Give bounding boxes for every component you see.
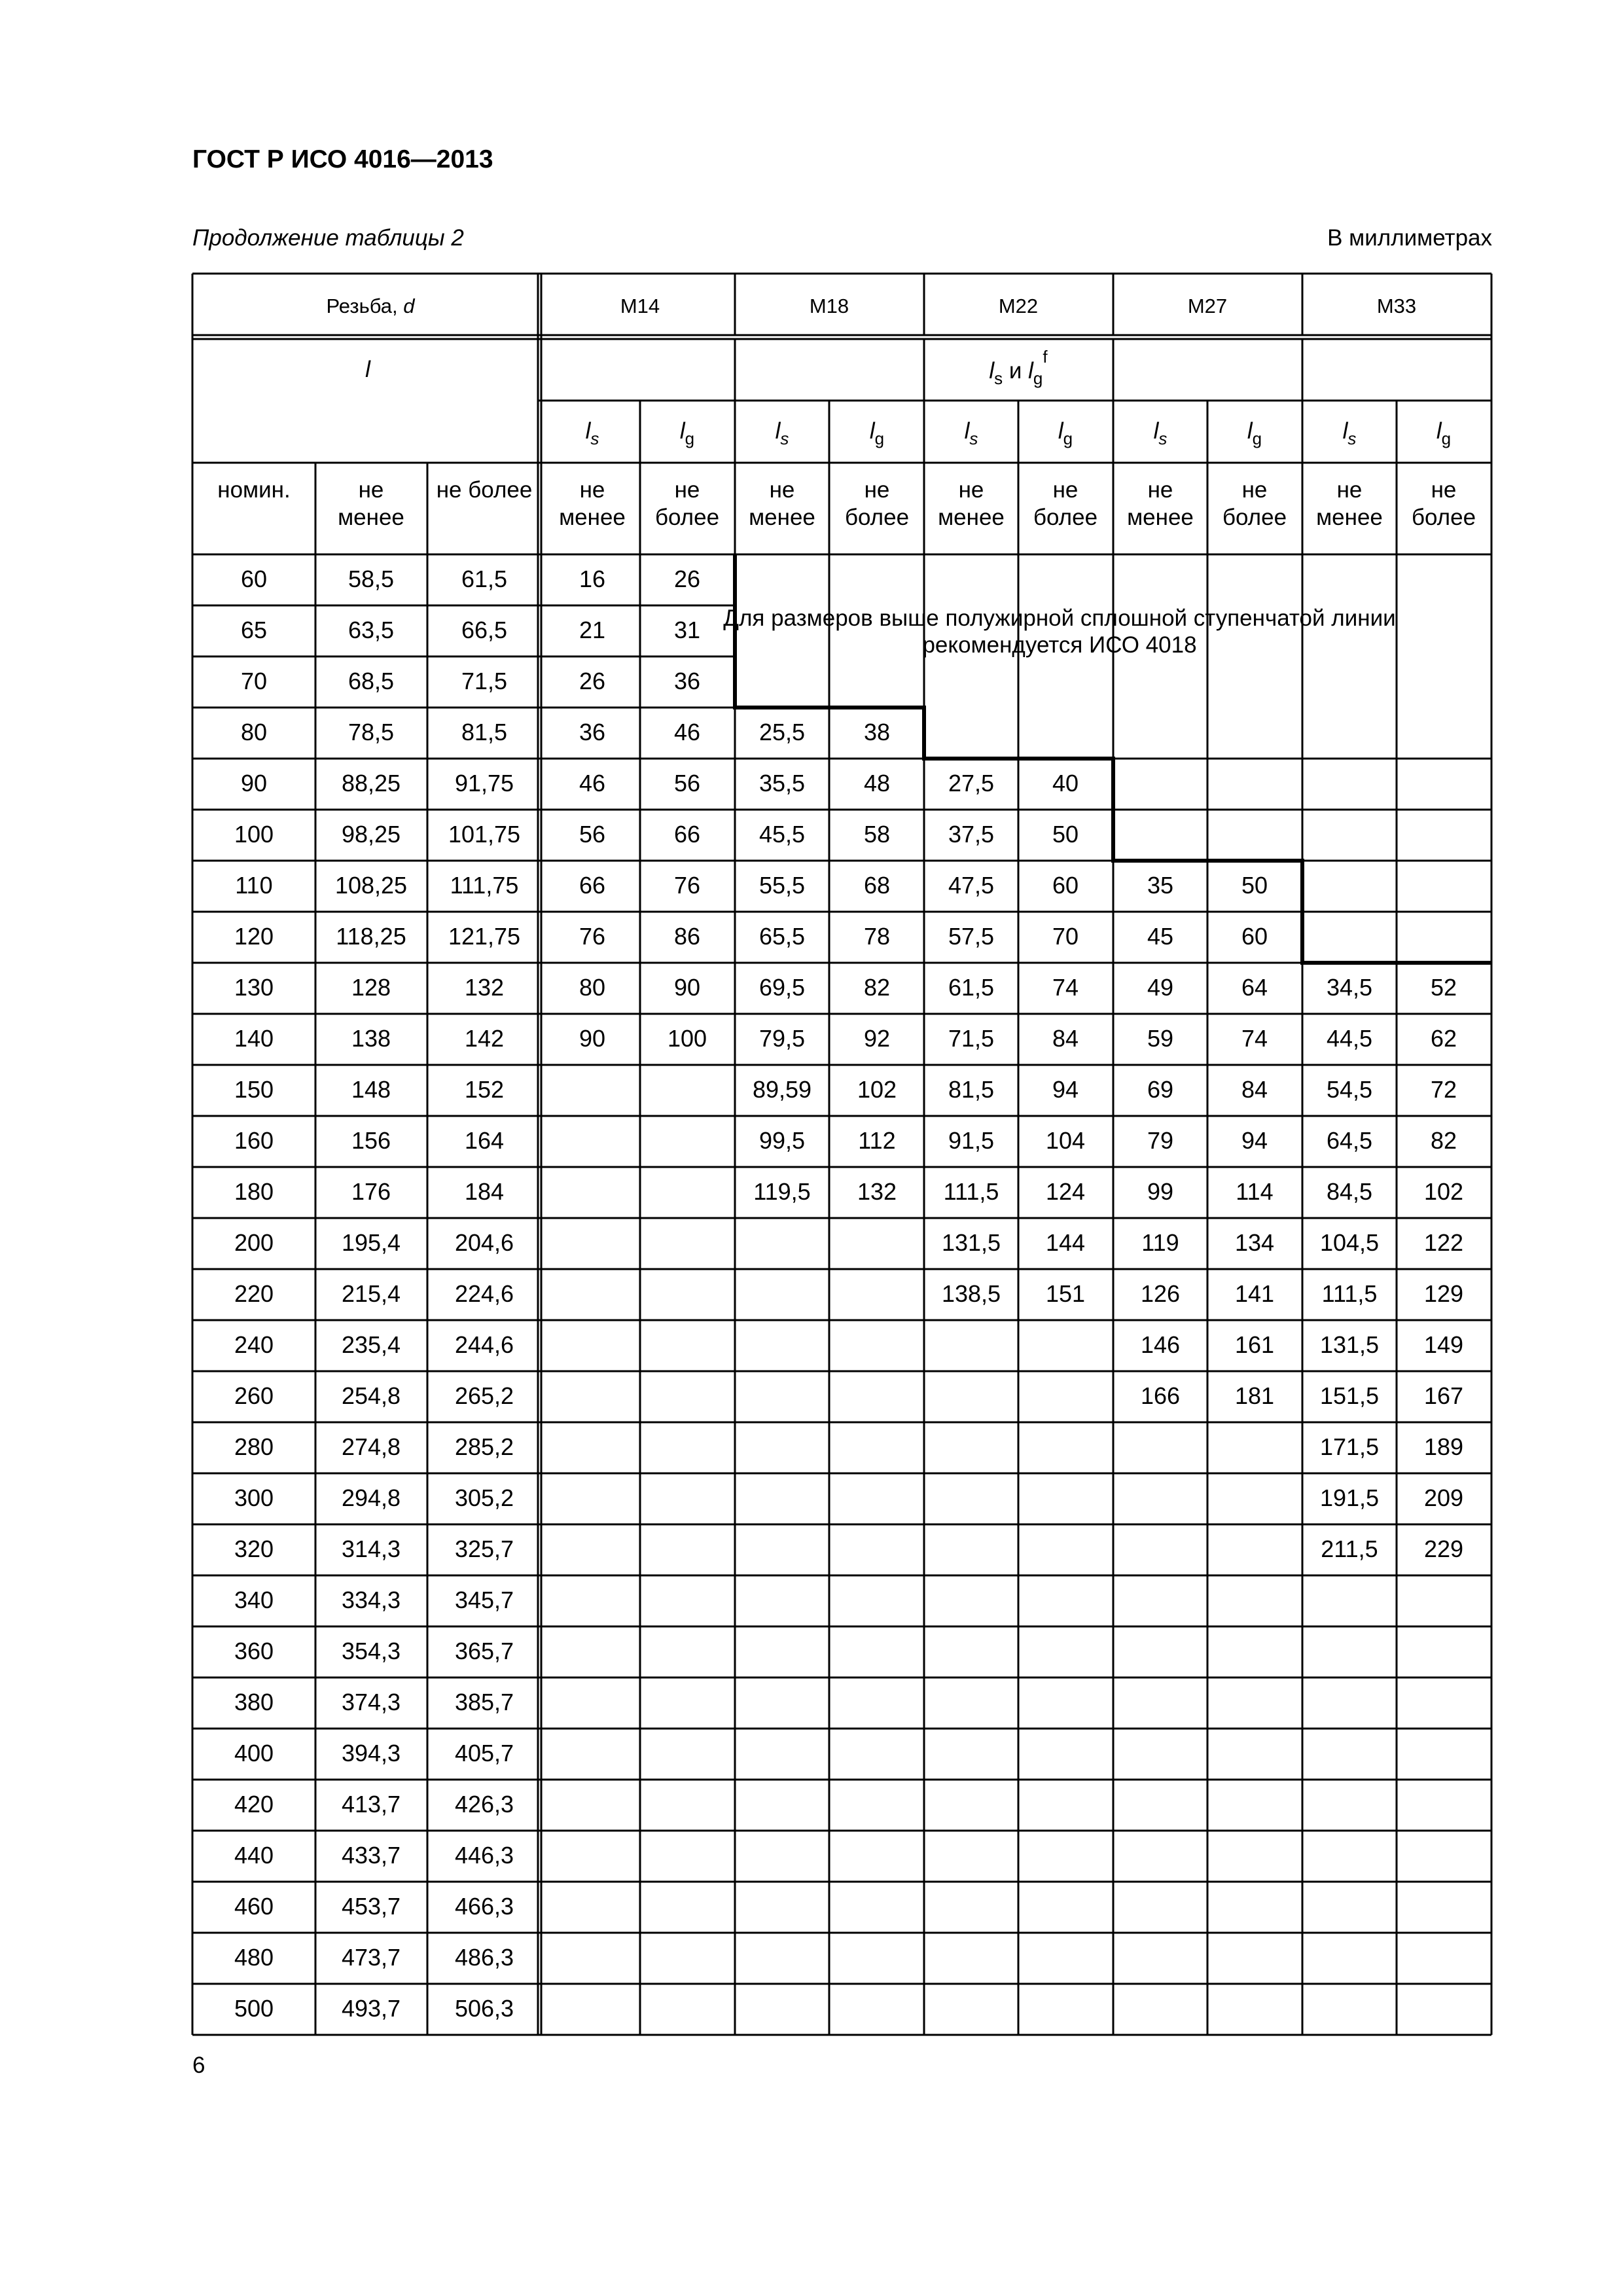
thread-header: Резьба, d [326,295,415,317]
lg-subheader: $l_g$ [1247,418,1262,448]
thread-m18: M18 [809,295,849,317]
table-cell: 27,5 [948,770,995,797]
table-cell: 114 [1236,1178,1274,1205]
table-cell: 70 [1052,923,1079,950]
table-cell: 26 [579,668,606,694]
table-cell: 84,5 [1326,1178,1373,1205]
table-cell: 102 [1423,1178,1464,1205]
table-cell: 334,3 [341,1587,401,1613]
table-cell: 130 [234,974,274,1001]
table-cell: 88,25 [341,770,401,797]
table-cell: 244,6 [454,1331,514,1358]
max-label: не более [436,477,533,503]
min-label-line1: не [579,477,605,503]
table-cell: 138,5 [941,1280,1001,1307]
table-cell: 235,4 [341,1331,401,1358]
table-cell: 72 [1430,1076,1457,1103]
table-cell: 35 [1147,872,1174,899]
table-cell: 56 [579,821,606,848]
table-cell: 131,5 [941,1229,1001,1256]
table-cell: 86 [673,923,701,950]
table-cell: 493,7 [341,1995,401,2022]
table-cell: 74 [1241,1025,1268,1052]
table-cell: 500 [234,1995,274,2022]
table-cell: 156 [351,1127,391,1154]
table-cell: 129 [1423,1280,1464,1307]
table-cell: 78 [863,923,891,950]
table-cell: 76 [579,923,606,950]
length-symbol: l [365,357,370,382]
table-cell: 79 [1147,1127,1174,1154]
table-cell: 68,5 [348,668,395,694]
table-cell: 56 [673,770,701,797]
thread-m33: M33 [1376,295,1417,317]
table-cell: 38 [863,719,891,745]
max-label-line1: не [1431,477,1457,503]
table-cell: 36 [673,668,701,694]
table-cell: 78,5 [348,719,395,745]
table-cell: 66,5 [461,617,508,643]
table-cell: 126 [1140,1280,1181,1307]
table-cell: 211,5 [1321,1535,1378,1562]
ls-subheader: $l_s$ [1342,418,1357,448]
table-cell: 426,3 [454,1791,514,1818]
table-cell: 47,5 [948,872,995,899]
table-cell: 69,5 [758,974,806,1001]
table-cell: 164 [464,1127,505,1154]
min-label-line1: не [358,477,384,503]
table-cell: 152 [464,1076,505,1103]
table-cell: 80 [579,974,606,1001]
table-cell: 100 [667,1025,707,1052]
table-cell: 40 [1052,770,1079,797]
table-cell: 354,3 [341,1638,401,1664]
table-cell: 189 [1423,1433,1464,1460]
table-cell: 224,6 [454,1280,514,1307]
table-cell: 131,5 [1319,1331,1380,1358]
min-label-line1: не [958,477,984,503]
table-cell: 405,7 [454,1740,514,1767]
table-cell: 171,5 [1319,1433,1380,1460]
table-cell: 138 [351,1025,391,1052]
table-cell: 314,3 [341,1535,401,1562]
table-cell: 160 [234,1127,274,1154]
table-cell: 480 [234,1944,274,1971]
lg-subheader: $l_g$ [679,418,695,448]
table-caption: Продолжение таблицы 2 [192,225,464,251]
table-cell: 142 [464,1025,505,1052]
table-cell: 58 [863,821,891,848]
table-cell: 50 [1241,872,1268,899]
table-cell: 184 [464,1178,505,1205]
table-cell: 240 [234,1331,274,1358]
page-number: 6 [192,2053,205,2078]
table-cell: 46 [579,770,606,797]
table-cell: 60 [240,565,268,592]
table-cell: 294,8 [341,1484,401,1511]
table-cell: 61,5 [461,565,508,592]
table-cell: 90 [673,974,701,1001]
table-cell: 16 [579,565,606,592]
table-cell: 180 [234,1178,274,1205]
table-cell: 325,7 [454,1535,514,1562]
table-cell: 209 [1423,1484,1464,1511]
table-body [234,565,1463,2022]
min-label-line2: менее [559,505,626,530]
table-cell: 112 [858,1127,896,1154]
table-cell: 92 [863,1025,891,1052]
table-cell: 63,5 [348,617,395,643]
table-cell: 66 [673,821,701,848]
table-cell: 320 [234,1535,274,1562]
table-cell: 200 [234,1229,274,1256]
ls-subheader: $l_s$ [775,418,789,448]
table-cell: 101,75 [448,821,521,848]
table-cell: 365,7 [454,1638,514,1664]
min-label-line2: менее [1316,505,1383,530]
table-cell: 69 [1147,1076,1174,1103]
table-cell: 111,75 [450,872,519,899]
thread-m14: M14 [620,295,660,317]
table-cell: 146 [1140,1331,1181,1358]
max-label-line1: не [864,477,890,503]
table-cell: 104 [1045,1127,1086,1154]
table-cell: 110 [235,872,273,899]
table-cell: 94 [1052,1076,1079,1103]
nominal-label: номин. [217,477,291,503]
table-cell: 46 [673,719,701,745]
table-cell: 374,3 [341,1689,401,1715]
table-cell: 167 [1423,1382,1464,1409]
table-cell: 181 [1234,1382,1275,1409]
table-cell: 68 [863,872,891,899]
table-cell: 45,5 [758,821,806,848]
table-cell: 254,8 [341,1382,401,1409]
note-line-1: Для размеров выше полужирной сплошной ступенчатой линии [723,605,1396,631]
table-cell: 81,5 [948,1076,995,1103]
table-cell: 98,25 [341,821,401,848]
min-label-line2: менее [938,505,1005,530]
table-cell: 460 [234,1893,274,1920]
table-cell: 380 [234,1689,274,1715]
table-cell: 76 [673,872,701,899]
min-label-line2: менее [749,505,815,530]
table-cell: 121,75 [448,923,521,950]
table-cell: 360 [234,1638,274,1664]
table-cell: 37,5 [948,821,995,848]
table-cell: 70 [240,668,268,694]
table-cell: 215,4 [341,1280,401,1307]
table-cell: 91,5 [948,1127,995,1154]
table-cell: 166 [1140,1382,1181,1409]
min-label-line1: не [769,477,795,503]
table-cell: 134 [1234,1229,1275,1256]
table-cell: 65 [240,617,268,643]
table-cell: 81,5 [461,719,508,745]
table-cell: 66 [579,872,606,899]
ls-subheader: $l_s$ [964,418,978,448]
table-cell: 25,5 [758,719,806,745]
table-cell: 345,7 [454,1587,514,1613]
table-cell: 191,5 [1319,1484,1380,1511]
table-cell: 285,2 [454,1433,514,1460]
table-cell: 385,7 [454,1689,514,1715]
table-cell: 80 [240,719,268,745]
table-cell: 94 [1241,1127,1268,1154]
min-label-line2: менее [1127,505,1194,530]
table-cell: 79,5 [758,1025,806,1052]
lg-subheader: $l_g$ [1436,418,1452,448]
table-grid [192,274,1491,2035]
table-cell: 151,5 [1319,1382,1380,1409]
table-cell: 64 [1241,974,1268,1001]
table-cell: 26 [673,565,701,592]
table-cell: 55,5 [758,872,806,899]
table-cell: 473,7 [341,1944,401,1971]
table-cell: 440 [234,1842,274,1869]
table-cell: 34,5 [1326,974,1373,1001]
table-cell: 91,75 [454,770,514,797]
table-cell: 64,5 [1326,1127,1373,1154]
thread-m22: M22 [998,295,1039,317]
table-cell: 48 [863,770,891,797]
table-cell: 151 [1045,1280,1086,1307]
table-cell: 446,3 [454,1842,514,1869]
column-labels [217,477,1476,530]
table-cell: 99,5 [758,1127,806,1154]
table-cell: 57,5 [948,923,995,950]
table-cell: 108,25 [334,872,408,899]
table-cell: 65,5 [758,923,806,950]
table-cell: 466,3 [454,1893,514,1920]
max-label-line2: более [1033,505,1098,530]
table-cell: 90 [240,770,268,797]
table-cell: 44,5 [1326,1025,1373,1052]
min-label-line2: менее [338,505,404,530]
units-label: В миллиметрах [1327,225,1492,251]
table-cell: 50 [1052,821,1079,848]
table-cell: 100 [234,821,274,848]
table-cell: 21 [579,617,606,643]
table-cell: 394,3 [341,1740,401,1767]
table-cell: 119 [1141,1229,1179,1256]
table-cell: 220 [234,1280,274,1307]
ls-subheader: $l_s$ [585,418,599,448]
table-cell: 122 [1423,1229,1464,1256]
table-cell: 420 [234,1791,274,1818]
table-cell: 280 [234,1433,274,1460]
table-cell: 305,2 [454,1484,514,1511]
table-cell: 195,4 [341,1229,401,1256]
max-label-line1: не [1241,477,1268,503]
table-cell: 82 [863,974,891,1001]
min-label-line1: не [1336,477,1363,503]
table-cell: 400 [234,1740,274,1767]
table-cell: 82 [1430,1127,1457,1154]
table-cell: 59 [1147,1025,1174,1052]
table-cell: 60 [1241,923,1268,950]
table-cell: 265,2 [454,1382,514,1409]
table-cell: 84 [1241,1076,1268,1103]
table-cell: 60 [1052,872,1079,899]
table-cell: 111,5 [943,1178,999,1205]
max-label-line2: более [844,505,910,530]
max-label-line2: более [1222,505,1287,530]
thread-m27: M27 [1187,295,1228,317]
table-cell: 120 [234,923,274,950]
table-cell: 90 [579,1025,606,1052]
max-label-line1: не [674,477,700,503]
table-cell: 54,5 [1326,1076,1373,1103]
table-cell: 229 [1423,1535,1464,1562]
table-cell: 71,5 [461,668,508,694]
table-cell: 36 [579,719,606,745]
lg-subheader: $l_g$ [1058,418,1073,448]
table-cell: 104,5 [1319,1229,1380,1256]
table-cell: 111,5 [1321,1280,1378,1307]
table-cell: 49 [1147,974,1174,1001]
table-cell: 141 [1234,1280,1275,1307]
table-cell: 161 [1234,1331,1275,1358]
table-cell: 74 [1052,974,1079,1001]
table-cell: 433,7 [341,1842,401,1869]
table-cell: 84 [1052,1025,1079,1052]
table-cell: 176 [351,1178,391,1205]
note-line-2: рекомендуется ИСО 4018 [922,632,1197,658]
table-cell: 148 [351,1076,391,1103]
table-cell: 124 [1045,1178,1086,1205]
table-cell: 52 [1430,974,1457,1001]
table-cell: 413,7 [341,1791,401,1818]
document-header: ГОСТ Р ИСО 4016—2013 [192,145,493,173]
table-cell: 274,8 [341,1433,401,1460]
table-cell: 45 [1147,923,1174,950]
table-cell: 118,25 [336,923,406,950]
table-cell: 149 [1423,1331,1464,1358]
table-cell: 144 [1045,1229,1086,1256]
ls-subheader: $l_s$ [1153,418,1168,448]
table-cell: 140 [234,1025,274,1052]
table-cell: 35,5 [758,770,806,797]
table-cell: 150 [234,1076,274,1103]
min-label-line1: не [1147,477,1173,503]
max-label-line2: более [654,505,720,530]
table-cell: 62 [1430,1025,1457,1052]
table-cell: 102 [857,1076,897,1103]
table-cell: 506,3 [454,1995,514,2022]
table-cell: 204,6 [454,1229,514,1256]
table-cell: 89,59 [752,1076,812,1103]
table-cell: 340 [234,1587,274,1613]
table-cell: 119,5 [753,1178,811,1205]
table-cell: 128 [351,974,391,1001]
max-label-line1: не [1052,477,1079,503]
lg-subheader: $l_g$ [869,418,885,448]
ls-lg-header: $l_s$ и $l_g^f$ [989,347,1048,388]
max-label-line2: более [1411,505,1476,530]
table-cell: 132 [464,974,505,1001]
table-cell: 99 [1147,1178,1174,1205]
table-cell: 132 [857,1178,897,1205]
table-cell: 486,3 [454,1944,514,1971]
table-cell: 58,5 [348,565,395,592]
table-cell: 300 [234,1484,274,1511]
table-cell: 31 [673,617,701,643]
table-cell: 71,5 [948,1025,995,1052]
table-cell: 260 [234,1382,274,1409]
table-cell: 453,7 [341,1893,401,1920]
table-cell: 61,5 [948,974,995,1001]
